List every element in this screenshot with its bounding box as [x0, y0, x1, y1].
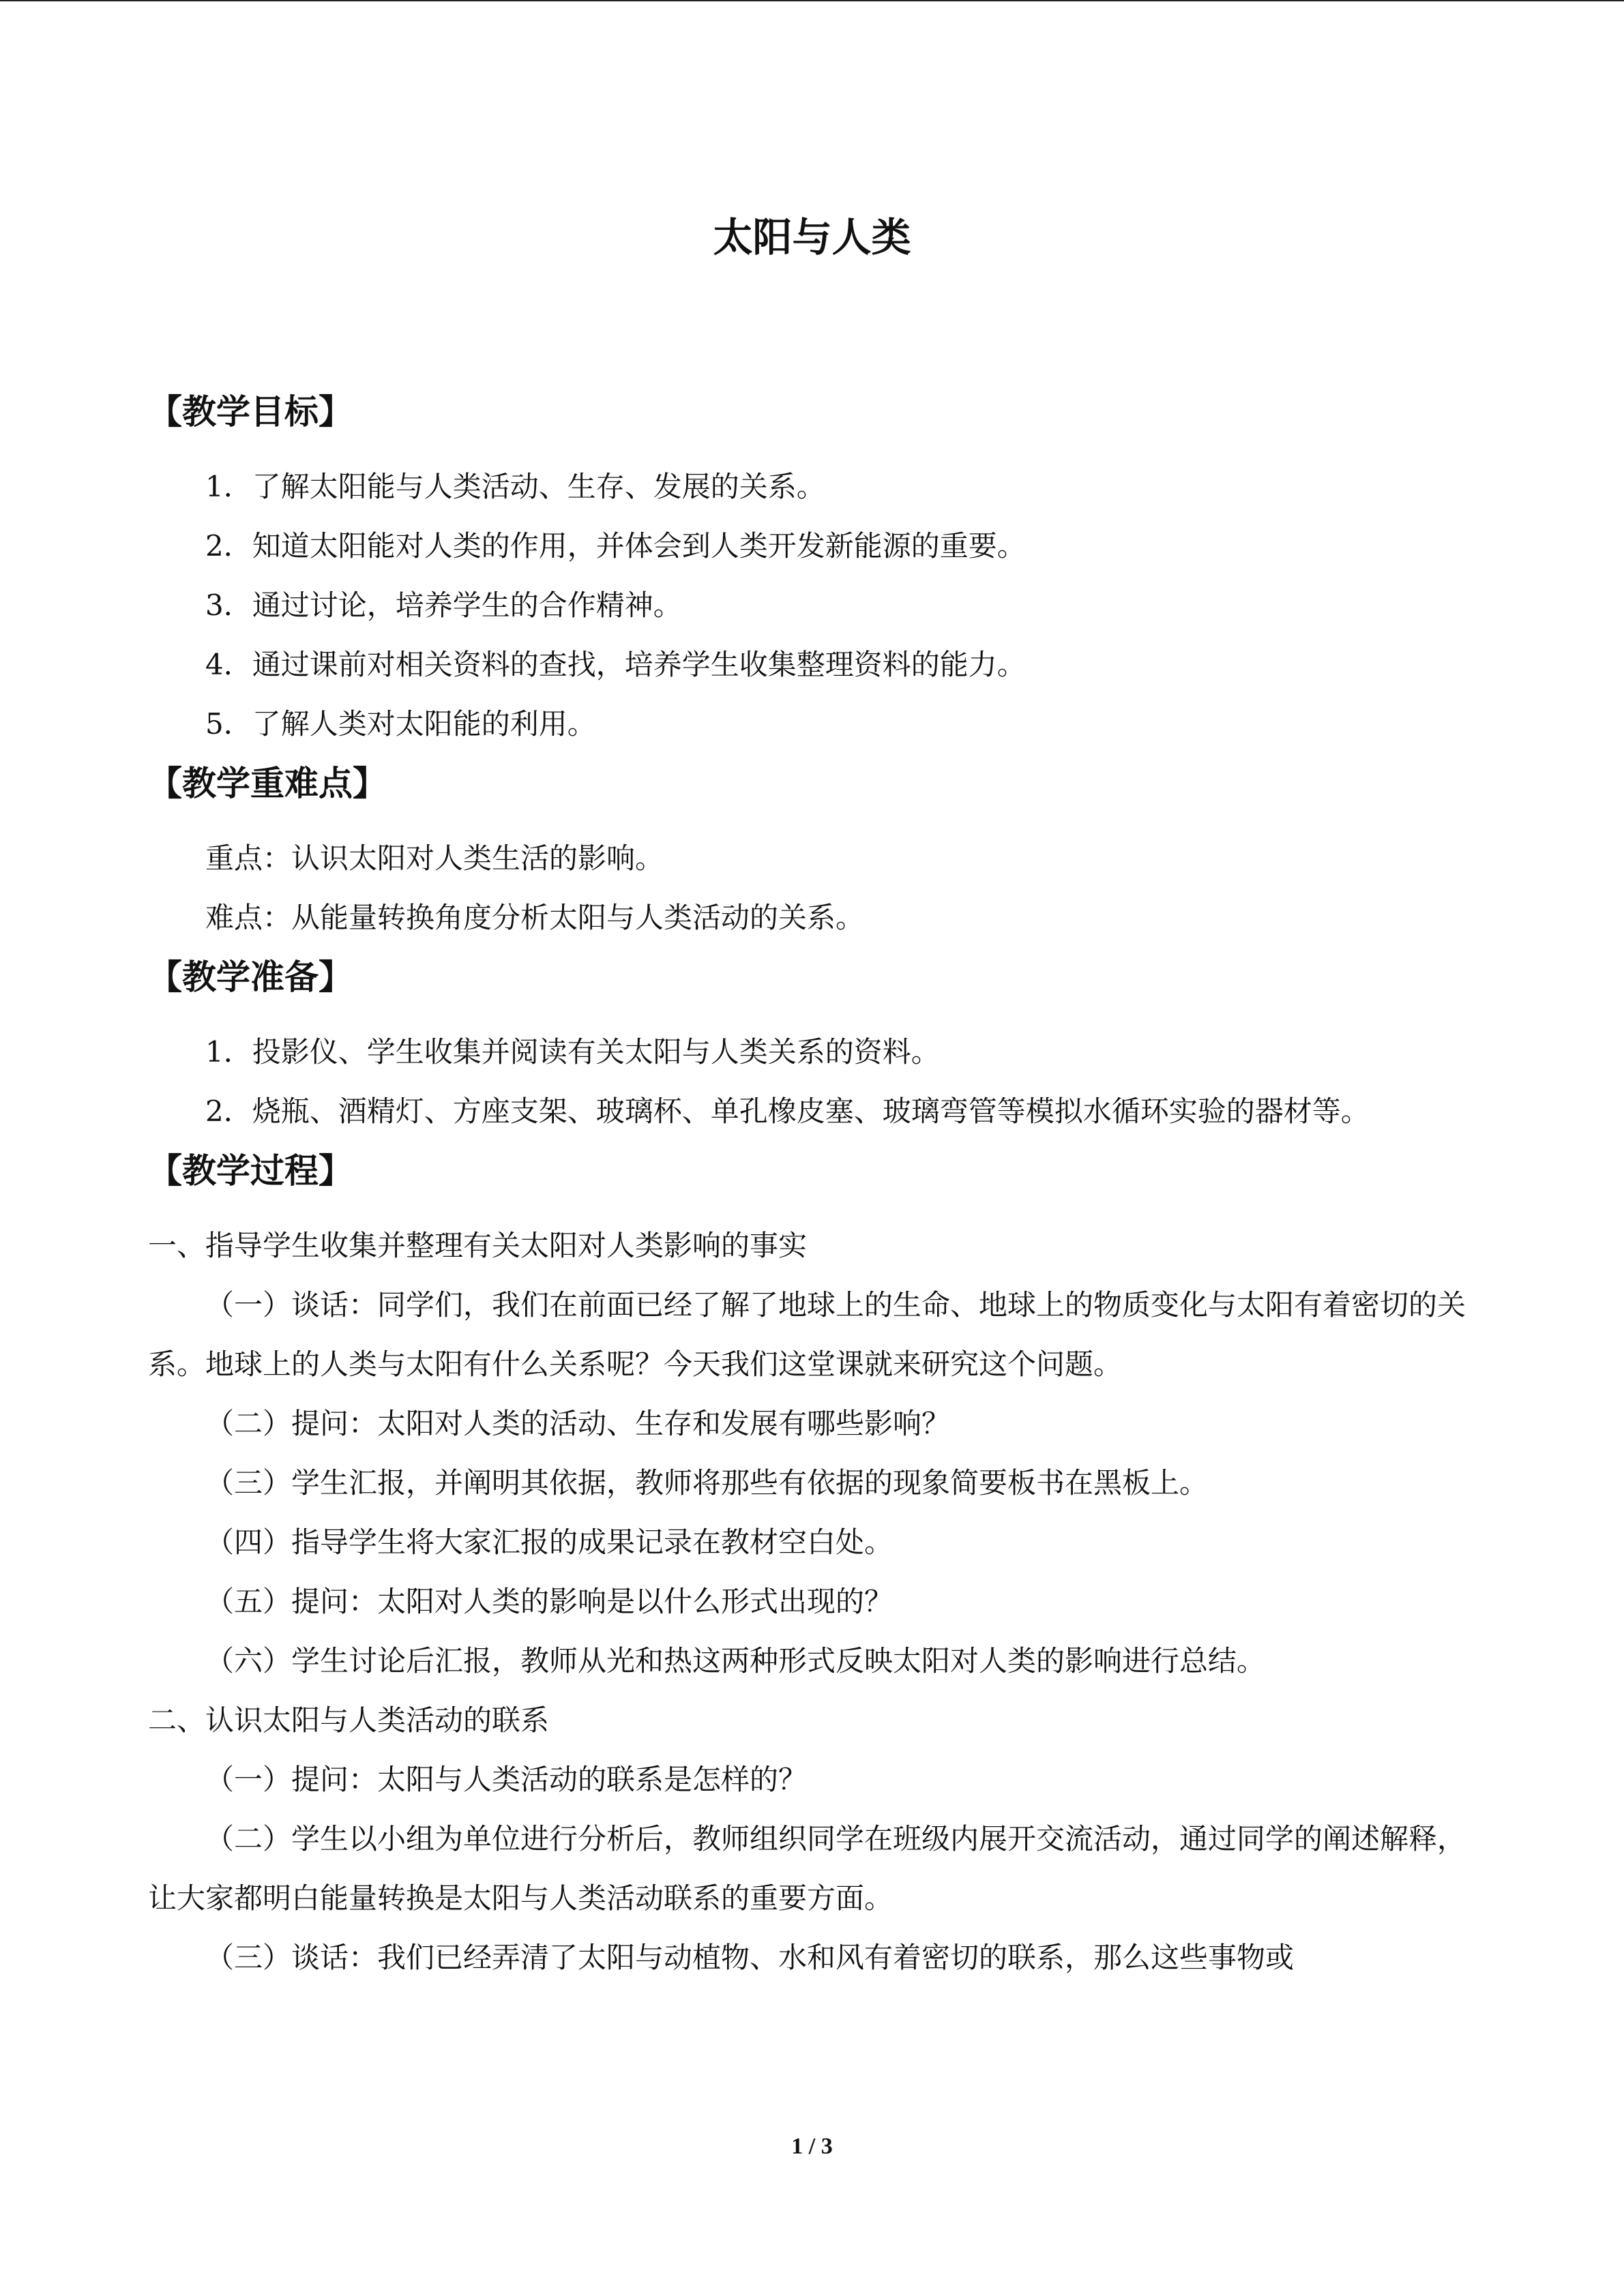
objective-item: 3．通过讨论，培养学生的合作精神。: [205, 588, 682, 622]
process-item: （五）提问：太阳对人类的影响是以什么形式出现的？: [205, 1585, 894, 1618]
key-point-item: 难点：从能量转换角度分析太阳与人类活动的关系。: [205, 901, 865, 934]
objective-item: 5．了解人类对太阳能的利用。: [205, 707, 596, 741]
objective-item: 2．知道太阳能对人类的作用，并体会到人类开发新能源的重要。: [205, 529, 1026, 563]
document-title: 太阳与人类: [713, 214, 911, 260]
section-heading-key-points: 【教学重难点】: [148, 764, 387, 803]
process-item: （三）学生汇报，并阐明其依据，教师将那些有依据的现象简要板书在黑板上。: [205, 1466, 1209, 1500]
process-item: （六）学生讨论后汇报，教师从光和热这两种形式反映太阳对人类的影响进行总结。: [205, 1644, 1266, 1678]
process-item: （一）谈话：同学们，我们在前面已经了解了地球上的生命、地球上的物质变化与太阳有着密切的关系。地球上的人类与太阳有什么关系呢？今天我们这堂课就来研究这个问题。: [148, 1288, 1466, 1381]
page-number: 1 / 3: [791, 2134, 833, 2159]
process-item: （二）学生以小组为单位进行分析后，教师组织同学在班级内展开交流活动，通过同学的阐述解释，让大家都明白能量转换是太阳与人类活动联系的重要方面。: [148, 1822, 1466, 1915]
objective-item: 4．通过课前对相关资料的查找，培养学生收集整理资料的能力。: [205, 648, 1026, 681]
section-heading-process: 【教学过程】: [148, 1151, 353, 1191]
objective-item: 1．了解太阳能与人类活动、生存、发展的关系。: [205, 470, 825, 503]
section-heading-preparation: 【教学准备】: [148, 957, 353, 997]
process-item: （三）谈话：我们已经弄清了太阳与动植物、水和风有着密切的联系，那么这些事物或: [205, 1941, 1295, 1974]
process-item: （二）提问：太阳对人类的活动、生存和发展有哪些影响？: [205, 1407, 951, 1440]
process-part-title: 一、指导学生收集并整理有关太阳对人类影响的事实: [148, 1229, 808, 1262]
process-item: （一）提问：太阳与人类活动的联系是怎样的？: [205, 1763, 808, 1796]
process-part-title: 二、认识太阳与人类活动的联系: [148, 1703, 550, 1737]
key-point-item: 重点：认识太阳对人类生活的影响。: [205, 841, 664, 875]
section-heading-objectives: 【教学目标】: [148, 392, 353, 432]
top-border-line: [0, 0, 1624, 1]
preparation-item: 2．烧瓶、酒精灯、方座支架、玻璃杯、单孔橡皮塞、玻璃弯管等模拟水循环实验的器材等。: [205, 1094, 1370, 1128]
process-item: （四）指导学生将大家汇报的成果记录在教材空白处。: [205, 1525, 894, 1559]
document-body: [148, 382, 1477, 1987]
preparation-item: 1．投影仪、学生收集并阅读有关太阳与人类关系的资料。: [205, 1035, 940, 1069]
